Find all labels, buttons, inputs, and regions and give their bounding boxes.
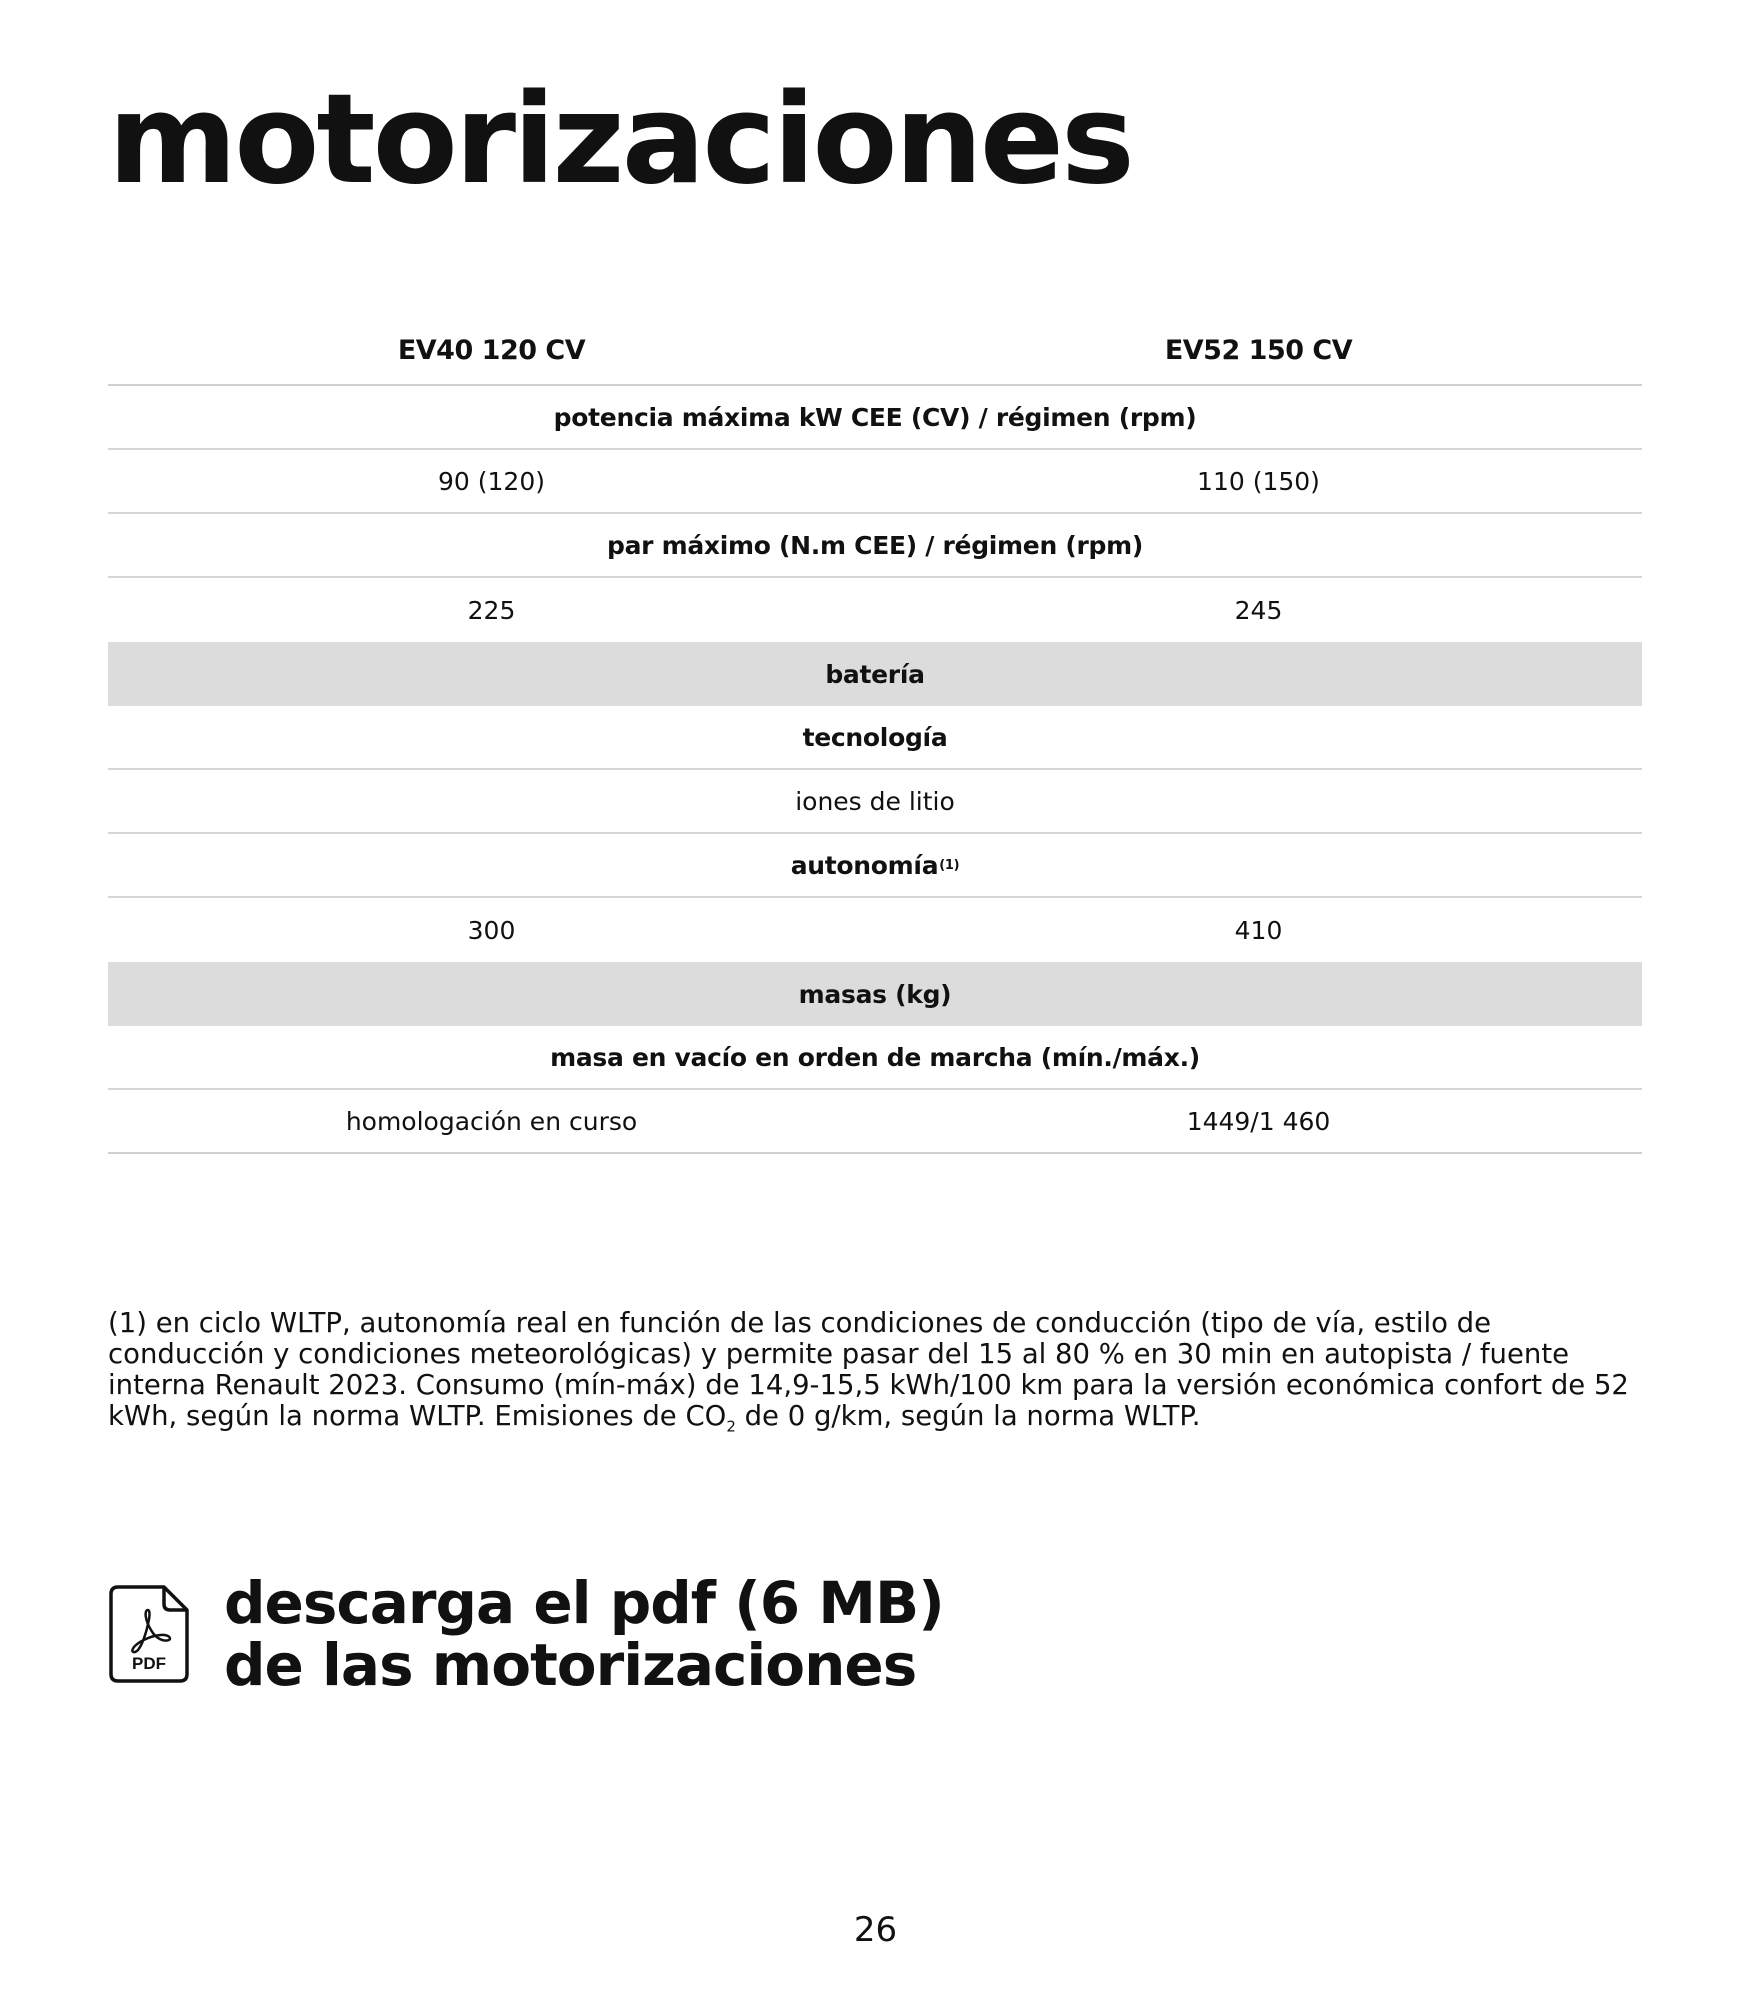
download-line-1: descarga el pdf (6 MB) — [224, 1569, 944, 1637]
page-title: motorizaciones — [108, 68, 1132, 212]
power-label: potencia máxima kW CEE (CV) / régimen (rpm) — [553, 402, 1197, 432]
range-label: autonomía — [790, 850, 939, 880]
pdf-file-icon — [108, 1584, 190, 1684]
table-row — [108, 898, 1642, 962]
specs-table — [108, 316, 1642, 1154]
download-text — [224, 1569, 944, 1699]
footnote — [108, 1308, 1648, 1443]
torque-value-ev52: 245 — [1234, 595, 1283, 625]
table-header — [108, 316, 1642, 386]
column-header-ev52: EV52 150 CV — [1164, 334, 1353, 366]
mass-value-ev40: homologación en curso — [345, 1106, 638, 1136]
table-row — [108, 386, 1642, 450]
technology-label: tecnología — [802, 722, 948, 752]
column-header-ev40: EV40 120 CV — [397, 334, 586, 366]
range-label-cell — [108, 834, 1642, 896]
power-value-ev52: 110 (150) — [1197, 466, 1320, 496]
page-number: 26 — [853, 1910, 898, 1950]
table-row — [108, 1026, 1642, 1090]
footnote-text: (1) en ciclo WLTP, autonomía real en función de las condiciones de conducción (tipo de vía, estilo de conducción y condiciones meteorológicas) y permite pasar del 15 al 80 % en 30 min en autopista / fuente interna Renault 2023. Consumo (mín-máx) de 14,9-15,5 kWh/100 km para la versión económica confort de 52 kWh, según la norma WLTP. Emisiones de CO — [108, 1307, 1629, 1432]
power-value-ev40: 90 (120) — [438, 466, 545, 496]
footnote-mark: (1) — [939, 857, 960, 873]
table-row — [108, 706, 1642, 770]
co2-subscript: 2 — [726, 1417, 736, 1436]
table-row — [108, 514, 1642, 578]
section-header-battery — [108, 642, 1642, 706]
torque-label: par máximo (N.m CEE) / régimen (rpm) — [607, 530, 1143, 560]
mass-value-ev52: 1449/1 460 — [1186, 1106, 1331, 1136]
mass-section-label: masas (kg) — [798, 979, 952, 1009]
footnote-text-end: de 0 g/km, según la norma WLTP. — [735, 1400, 1201, 1432]
section-header-mass — [108, 962, 1642, 1026]
torque-value-ev40: 225 — [467, 595, 516, 625]
mass-label: masa en vacío en orden de marcha (mín./máx.) — [550, 1042, 1200, 1072]
battery-section-label: batería — [825, 659, 925, 689]
table-row — [108, 834, 1642, 898]
pdf-icon-label: PDF — [132, 1654, 166, 1673]
table-row — [108, 1090, 1642, 1154]
download-line-2: de las motorizaciones — [224, 1631, 917, 1699]
range-value-ev40: 300 — [467, 915, 516, 945]
technology-value: iones de litio — [795, 786, 955, 816]
download-pdf-link[interactable] — [108, 1569, 944, 1699]
table-row — [108, 450, 1642, 514]
range-value-ev52: 410 — [1234, 915, 1283, 945]
table-row — [108, 770, 1642, 834]
table-row — [108, 578, 1642, 642]
